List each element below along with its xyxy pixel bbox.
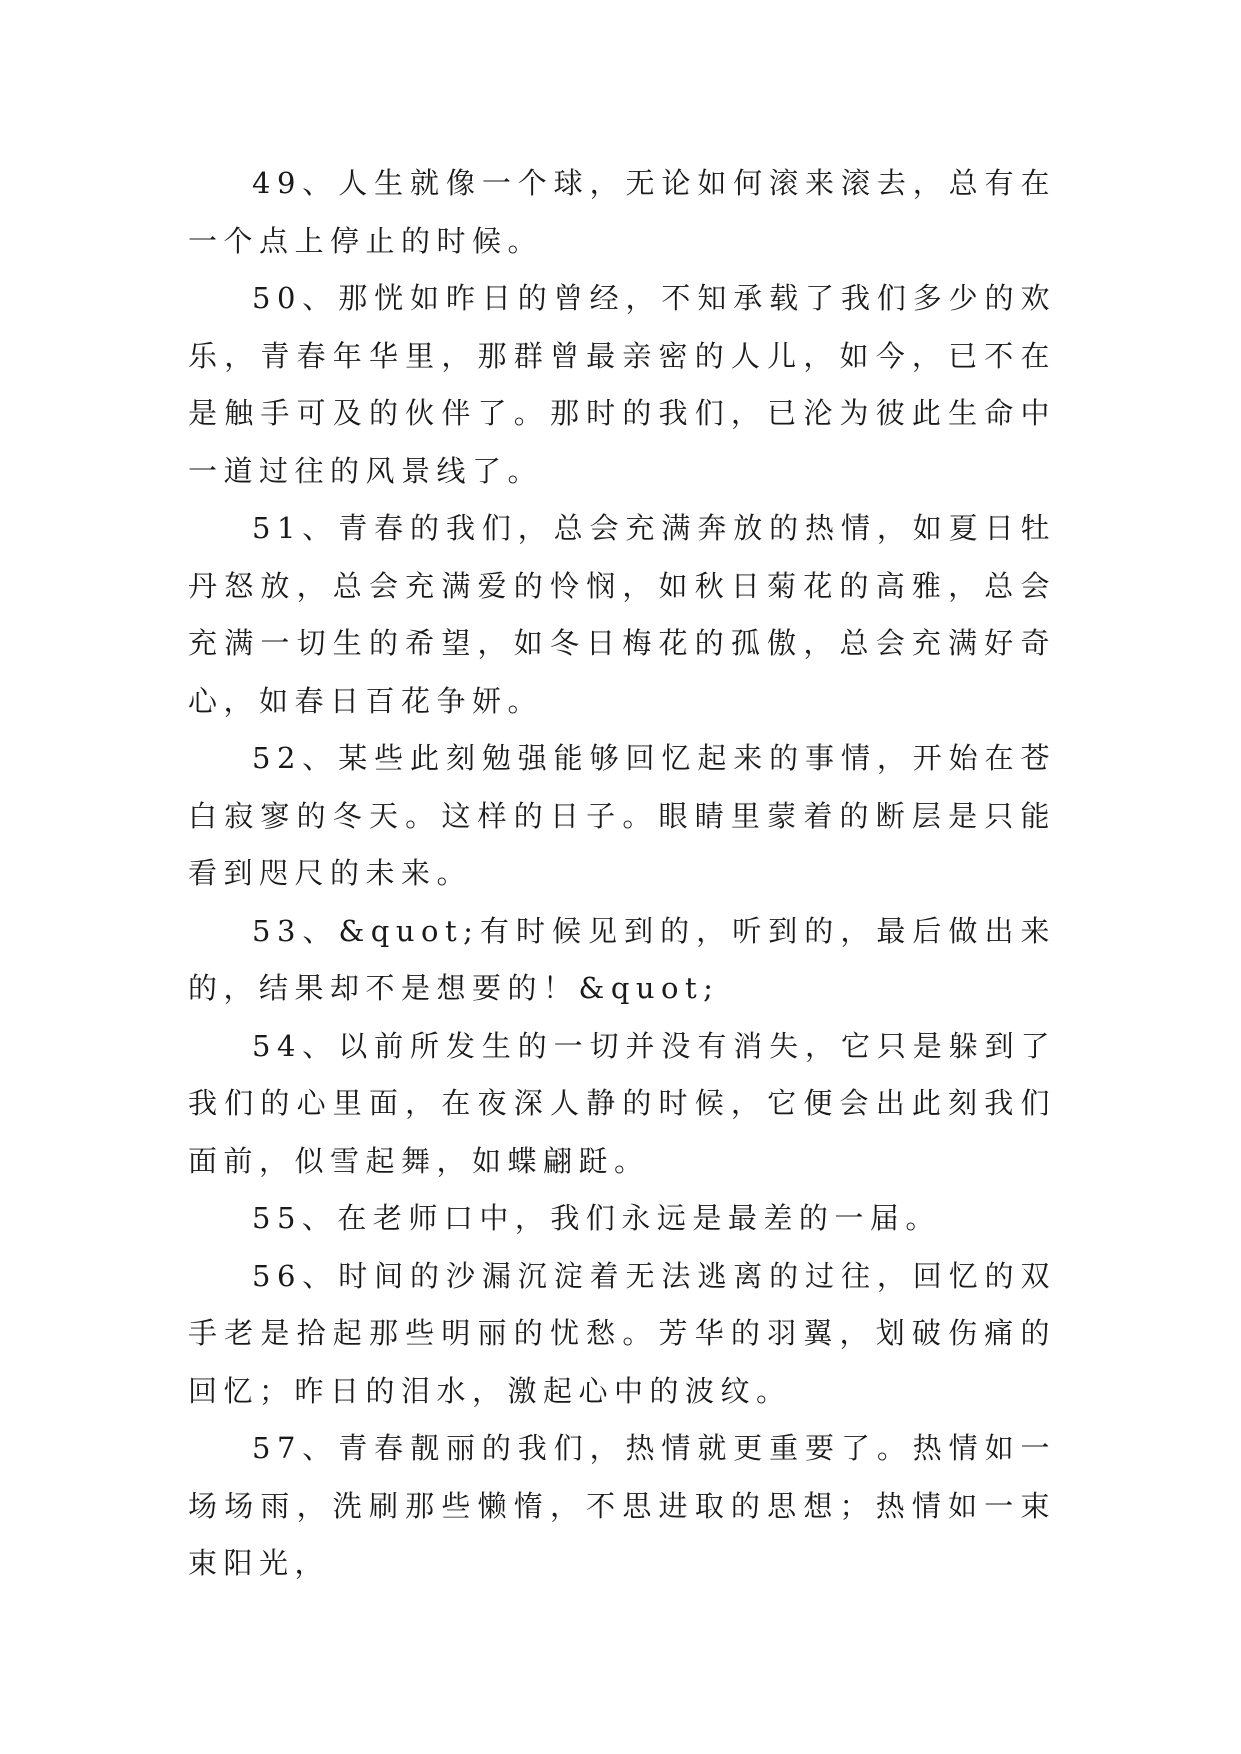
document-body	[188, 155, 1056, 1593]
paragraph-53: 53、&quot;有时候见到的，听到的，最后做出来的，结果却不是想要的！&quot;	[188, 913, 1056, 1005]
paragraph-51: 51、青春的我们，总会充满奔放的热情，如夏日牡丹怒放，总会充满爱的怜悯，如秋日菊花的高雅，总会充满一切生的希望，如冬日梅花的孤傲，总会充满好奇心，如春日百花争妍。	[188, 511, 1056, 718]
paragraph-54: 54、以前所发生的一切并没有消失，它只是躲到了我们的心里面，在夜深人静的时候，它便会出此刻我们面前，似雪起舞，如蝶翩跹。	[188, 1028, 1056, 1178]
paragraph-56: 56、时间的沙漏沉淀着无法逃离的过往，回忆的双手老是拾起那些明丽的忧愁。芳华的羽翼，划破伤痛的回忆；昨日的泪水，激起心中的波纹。	[188, 1258, 1056, 1408]
paragraph-52: 52、某些此刻勉强能够回忆起来的事情，开始在苍白寂寥的冬天。这样的日子。眼睛里蒙着的断层是只能看到咫尺的未来。	[188, 741, 1056, 890]
paragraph-50: 50、那恍如昨日的曾经，不知承载了我们多少的欢乐，青春年华里，那群曾最亲密的人儿，如今，已不在是触手可及的伙伴了。那时的我们，已沦为彼此生命中一道过往的风景线了。	[188, 281, 1056, 488]
paragraph-57: 57、青春靓丽的我们，热情就更重要了。热情如一场场雨，洗刷那些懒惰，不思进取的思想；热情如一束束阳光，	[188, 1431, 1056, 1580]
paragraph-55: 55、在老师口中，我们永远是最差的一届。	[252, 1201, 941, 1235]
paragraph-49: 49、人生就像一个球，无论如何滚来滚去，总有在一个点上停止的时候。	[188, 166, 1056, 258]
